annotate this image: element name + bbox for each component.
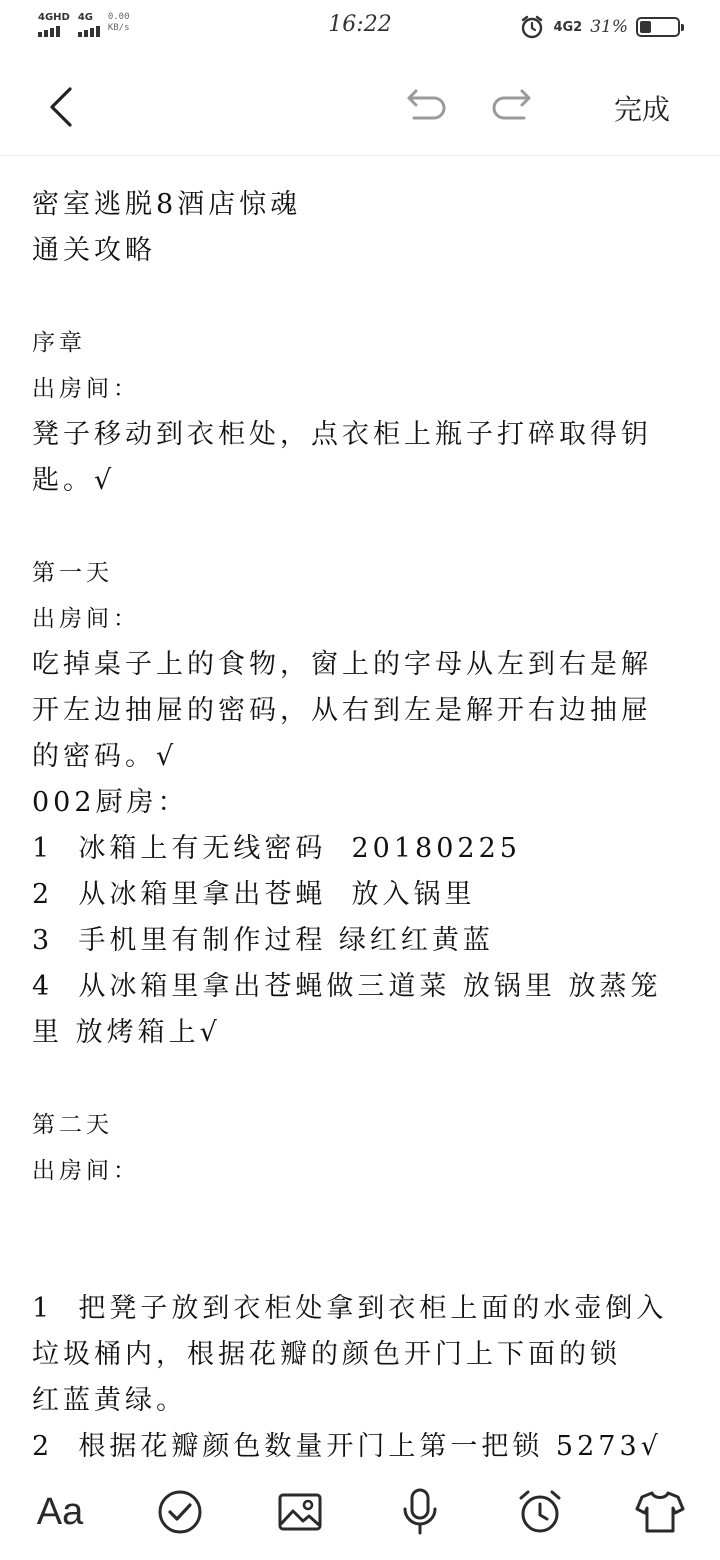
note-line: 吃掉桌子上的食物，窗上的字母从左到右是解 (32, 649, 652, 680)
note-line: 1 把凳子放到衣柜处拿到衣柜上面的水壶倒入 (32, 1293, 668, 1324)
note-line: 第二天 (32, 1112, 113, 1138)
done-button[interactable]: 完成 (613, 93, 670, 126)
note-line: 通关攻略 (32, 235, 156, 266)
alarm-icon (519, 14, 545, 40)
note-line: 出房间： (32, 606, 140, 632)
bottom-toolbar (0, 1470, 720, 1552)
microphone-icon (400, 1487, 440, 1537)
note-line: 出房间： (32, 1158, 140, 1184)
editor-toolbar (0, 60, 720, 156)
signal-1-label: 4GHD (38, 12, 70, 23)
note-line: 2 从冰箱里拿出苍蝇 放入锅里 (32, 879, 476, 910)
battery-percent: 31% (590, 17, 628, 37)
note-line: 开左边抽屉的密码，从右到左是解开右边抽屉 (32, 695, 652, 726)
note-line: 4 从冰箱里拿出苍蝇做三道菜 放锅里 放蒸笼 (32, 971, 662, 1002)
reminder-button[interactable] (510, 1484, 570, 1540)
alarm-clock-icon (517, 1488, 563, 1536)
note-line: 匙。√ (32, 465, 116, 496)
note-line: 002厨房： (32, 787, 189, 818)
back-button[interactable] (36, 82, 86, 132)
note-line (32, 504, 692, 550)
speed-unit: KB/s (107, 23, 130, 33)
signal-2-label: 4G (77, 12, 94, 23)
note-line (32, 1194, 692, 1240)
note-line (32, 1240, 692, 1286)
checklist-icon (157, 1489, 203, 1535)
note-line: 垃圾桶内，根据花瓣的颜色开门上下面的锁 (32, 1339, 621, 1370)
status-time: 16:22 (328, 12, 392, 37)
battery-icon (636, 17, 680, 37)
note-line: 出房间： (32, 376, 140, 402)
redo-button[interactable] (486, 84, 542, 132)
redo-icon (490, 88, 538, 128)
note-line: 2 根据花瓣颜色数量开门上第一把锁 5273√ (32, 1431, 662, 1462)
note-line: 密室逃脱8酒店惊魂 (32, 189, 302, 220)
note-line (32, 1056, 692, 1102)
image-icon (277, 1491, 323, 1533)
note-line: 的密码。√ (32, 741, 178, 772)
note-line (32, 274, 692, 320)
tshirt-theme-icon (634, 1489, 686, 1535)
status-right (519, 14, 680, 40)
font-style-button[interactable] (30, 1484, 90, 1540)
speed-value: 0.00 (107, 12, 130, 22)
network-label: 4G2 (553, 19, 583, 35)
note-line: 里 放烤箱上√ (32, 1017, 221, 1048)
note-line: 凳子移动到衣柜处，点衣柜上瓶子打碎取得钥 (32, 419, 652, 450)
note-line: 第一天 (32, 560, 113, 586)
checklist-button[interactable] (150, 1484, 210, 1540)
undo-button[interactable] (396, 84, 452, 132)
note-line: 1 冰箱上有无线密码 20180225 (32, 833, 521, 864)
battery-fill (640, 21, 651, 33)
note-line: 序章 (32, 330, 86, 356)
note-line: 红蓝黄绿。 (32, 1385, 187, 1416)
note-line: 3 手机里有制作过程 绿红红黄蓝 (32, 925, 494, 956)
voice-button[interactable] (390, 1484, 450, 1540)
status-bar (0, 0, 720, 52)
note-body[interactable] (32, 182, 692, 1470)
theme-button[interactable] (630, 1484, 690, 1540)
font-style-icon: Aa (36, 1490, 84, 1533)
undo-icon (400, 88, 448, 128)
chevron-left-icon (46, 85, 76, 129)
image-button[interactable] (270, 1484, 330, 1540)
